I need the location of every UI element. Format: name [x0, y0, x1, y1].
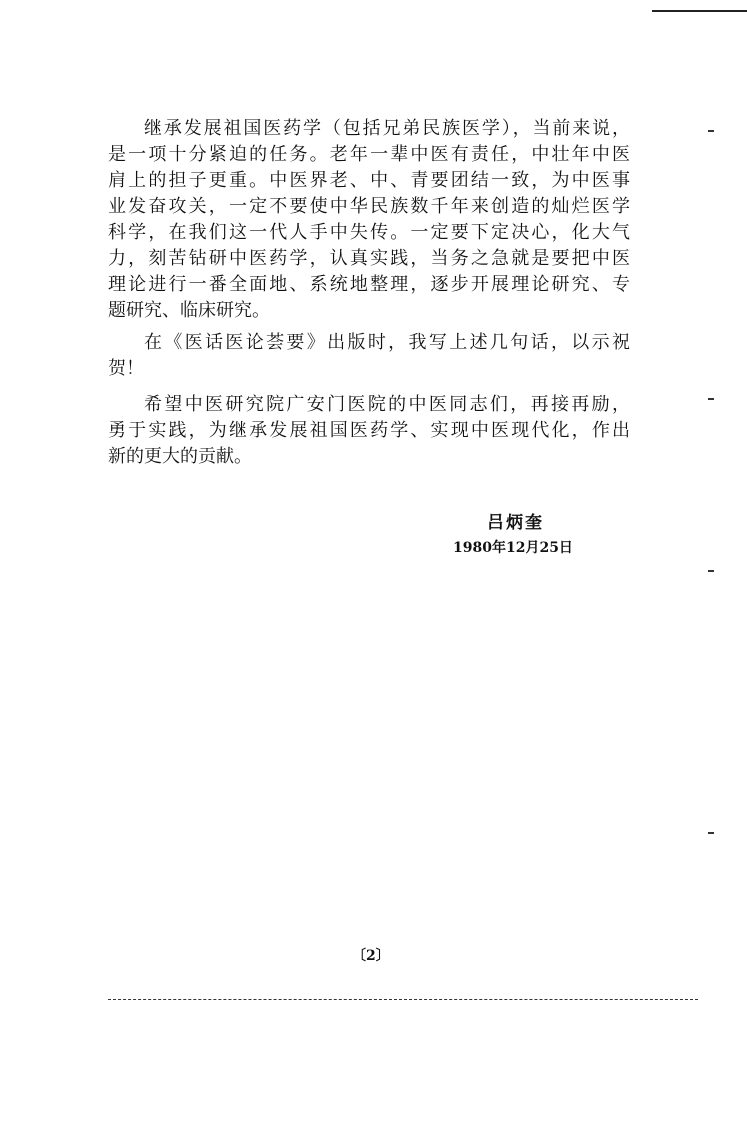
top-rule [652, 10, 747, 12]
date: 1980年12月25日 [453, 540, 573, 556]
text-line: 继承发展祖国医药学（包括兄弟民族医学），当前来说， [144, 118, 630, 139]
text-line: 在《医话医论荟要》出版时，我写上述几句话，以示祝 [144, 332, 630, 353]
scan-speck [708, 130, 714, 132]
signature: 吕炳奎 [487, 513, 544, 533]
text-line: 力，刻苦钻研中医药学，认真实践，当务之急就是要把中医 [108, 248, 630, 269]
text-line: 理论进行一番全面地、系统地整理，逐步开展理论研究、专 [108, 274, 630, 295]
text-line: 肩上的担子更重。中医界老、中、青要团结一致，为中医事 [108, 170, 630, 191]
text-line: 贺！ [108, 358, 144, 379]
page-number: 〔2〕 [352, 948, 390, 964]
scan-speck [708, 832, 714, 834]
text-line: 勇于实践，为继承发展祖国医药学、实现中医现代化，作出 [108, 420, 630, 441]
text-line: 科学，在我们这一代人手中失传。一定要下定决心，化大气 [108, 222, 630, 243]
scan-speck [708, 570, 714, 572]
preface-body [108, 116, 630, 470]
text-line: 希望中医研究院广安门医院的中医同志们，再接再励， [144, 394, 630, 415]
text-line: 题研究、临床研究。 [108, 300, 270, 321]
text-line: 业发奋攻关，一定不要使中华民族数千年来创造的灿烂医学 [108, 196, 630, 217]
scan-speck [708, 398, 714, 400]
bottom-rule [108, 999, 698, 1000]
text-line: 新的更大的贡献。 [108, 446, 252, 467]
text-line: 是一项十分紧迫的任务。老年一辈中医有责任，中壮年中医 [108, 144, 630, 165]
